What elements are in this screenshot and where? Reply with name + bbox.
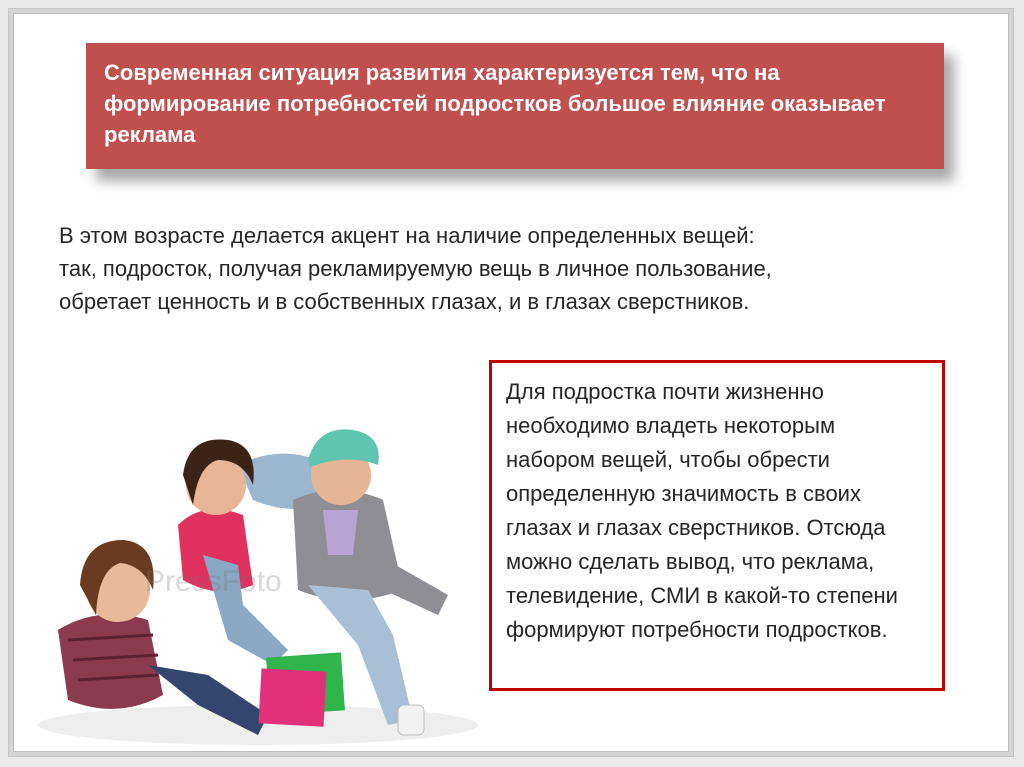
- pink-notebook: [259, 668, 327, 726]
- slide-title: Современная ситуация развития характеризуется тем, что на формирование потребностей подростков большое влияние оказывает реклама: [104, 60, 886, 147]
- photo-watermark: PressFoto: [145, 565, 282, 598]
- body-paragraph: В этом возрасте делается акцент на наличие определенных вещей: так, подросток, получая рекламируемую вещь в личное пользование, обретает ценность и в собственных глазах, и в глазах сверстников.: [59, 223, 772, 314]
- title-banner: [86, 43, 944, 169]
- callout-text: Для подростка почти жизненно необходимо владеть некоторым набором вещей, чтобы обрести определенную значимость в своих глазах и глазах сверстников. Отсюда можно сделать вывод, что реклама, телевидение, СМИ в какой-то степени формируют потребности подростков.: [506, 379, 898, 642]
- callout-box: [489, 360, 945, 691]
